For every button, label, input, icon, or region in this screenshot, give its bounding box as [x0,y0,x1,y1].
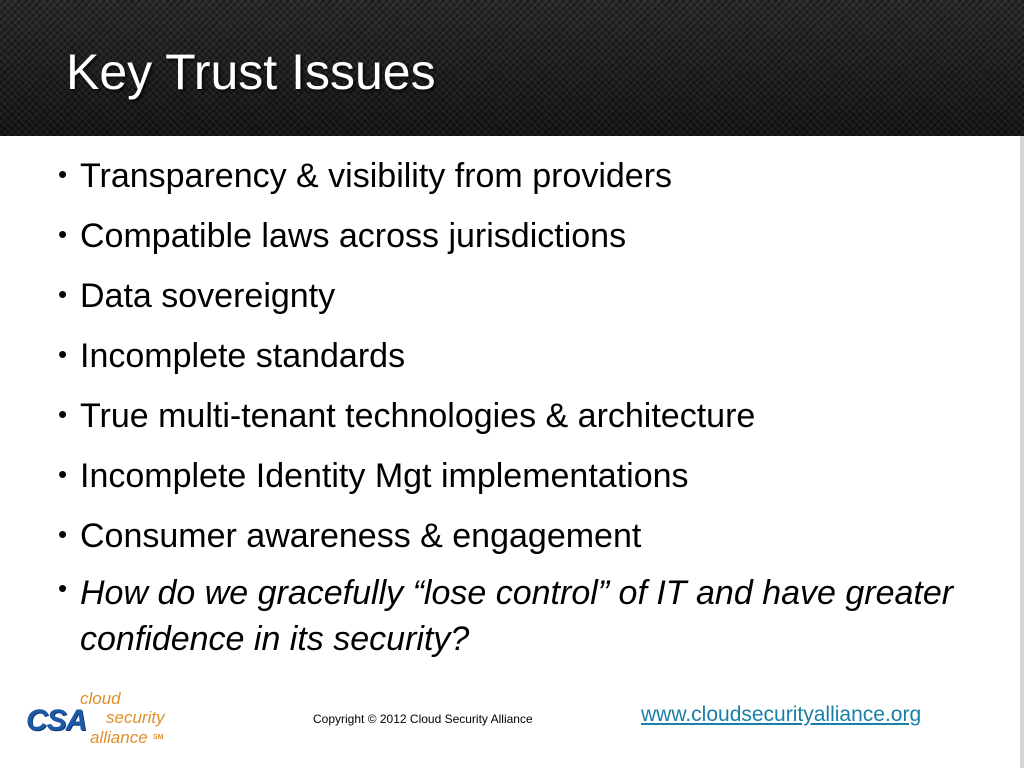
copyright-text: Copyright © 2012 Cloud Security Alliance [313,712,533,726]
bullet-item [58,516,988,556]
csa-logo [22,690,182,750]
bullet-dot-icon: • [58,339,68,369]
bullet-item [58,396,988,436]
logo-word-cloud: cloud [80,689,121,708]
bullet-item [58,276,988,316]
bullet-text: Data sovereignty [80,277,336,315]
website-link[interactable]: www.cloudsecurityalliance.org [641,703,922,726]
logo-word-alliance: alliance [90,728,148,747]
bullet-item [58,336,988,376]
right-edge-strip [1020,136,1024,768]
bullet-item-question [58,570,988,662]
bullet-item [58,216,988,256]
bullet-dot-icon: • [58,159,68,189]
bullet-dot-icon: • [58,279,68,309]
bullet-text: Transparency & visibility from providers [80,157,673,195]
bullet-item [58,456,988,496]
logo-word-security: security [106,708,165,727]
bullet-text: Incomplete standards [80,337,406,375]
title-bar [0,0,1024,136]
bullet-dot-icon: • [58,219,68,249]
bullet-dot-icon: • [58,519,68,549]
service-mark: SM [153,734,164,741]
bullet-list [58,156,988,682]
bullet-text: Compatible laws across jurisdictions [80,217,627,255]
bullet-text: True multi-tenant technologies & architecture [80,397,756,435]
csa-logo-mark: CSA [26,704,87,737]
bullet-dot-icon: • [58,573,68,603]
bullet-text: How do we gracefully “lose control” of IT and have greater confidence in its security? [80,574,954,658]
bullet-dot-icon: • [58,459,68,489]
bullet-text: Consumer awareness & engagement [80,517,642,555]
bullet-text: Incomplete Identity Mgt implementations [80,457,689,495]
bullet-item [58,156,988,196]
slide-title: Key Trust Issues [66,44,436,100]
bullet-dot-icon: • [58,399,68,429]
